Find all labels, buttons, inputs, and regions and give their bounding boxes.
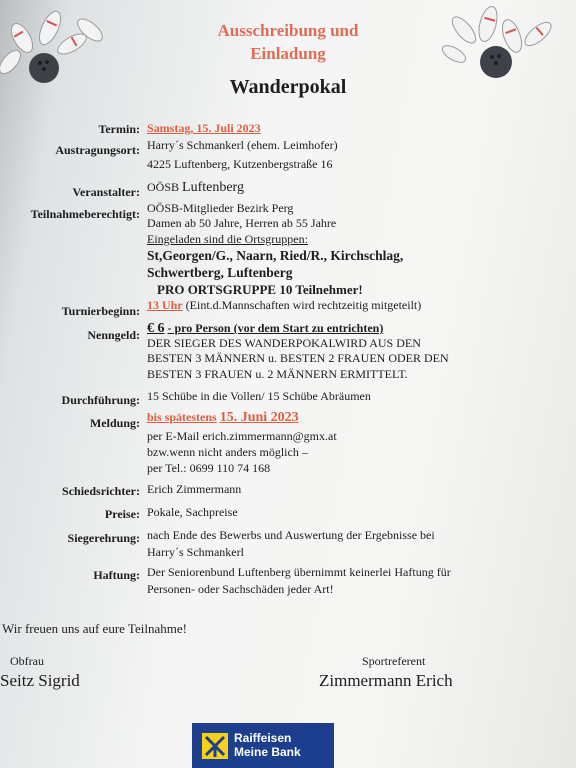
meldung-line3: per Tel.: 0699 110 74 168 [147, 461, 271, 475]
meldung-line1: per E-Mail erich.zimmermann@gmx.at [147, 429, 337, 443]
event-name: Wanderpokal [229, 76, 347, 98]
haftung-label: Haftung: [93, 568, 140, 582]
sponsor-line1: Raiffeisen [234, 731, 292, 745]
nenngeld-amount: € 6 [147, 321, 165, 336]
veranstalter-prefix: OÖSB [147, 180, 180, 194]
veranstalter-label: Veranstalter: [72, 185, 140, 199]
meldung-deadline-prefix: bis spätestens [147, 410, 217, 424]
nenngeld-line1: DER SIEGER DES WANDERPOKALWIRD AUS DEN [147, 336, 421, 350]
turnierbeginn-note: (Eint.d.Mannschaften wird rechtzeitig mitgeteilt) [185, 298, 422, 312]
nenngeld-line3: BESTEN 3 FRAUEN u. 2 MÄNNERN ERMITTELT. [147, 367, 408, 381]
teilnahme-label: Teilnahmeberechtigt: [30, 207, 140, 221]
groups-line2: Schwertberg, Luftenberg [147, 265, 293, 280]
right-signer-role: Sportreferent [362, 654, 426, 668]
teilnahme-line1: OÖSB-Mitglieder Bezirk Perg [147, 201, 294, 215]
turnierbeginn-value [147, 298, 421, 313]
groups-line1: St,Georgen/G., Naarn, Ried/R., Kirchschlag, [147, 248, 404, 263]
teilnahme-line2: Damen ab 50 Jahre, Herren ab 55 Jahre [147, 216, 337, 230]
meldung-deadline-date: 15. Juni 2023 [219, 410, 299, 425]
sponsor-banner [192, 723, 334, 768]
sponsor-text [234, 731, 301, 759]
title-line1: Ausschreibung und [217, 21, 359, 40]
closing-text: Wir freuen uns auf eure Teilnahme! [2, 621, 187, 636]
haftung-line1: Der Seniorenbund Luftenberg übernimmt keinerlei Haftung für [147, 565, 451, 579]
right-signer-name: Zimmermann Erich [319, 671, 453, 690]
siegerehrung-label: Siegerehrung: [67, 531, 140, 545]
preise-value: Pokale, Sachpreise [147, 505, 238, 519]
left-signer-role: Obfrau [10, 654, 44, 668]
teilnahme-line3: Eingeladen sind die Ortsgruppen: [147, 232, 308, 246]
nenngeld-amount-row [147, 321, 383, 337]
durchfuehrung-label: Durchführung: [61, 393, 140, 407]
turnierbeginn-label: Turnierbeginn: [61, 304, 140, 318]
siegerehrung-line2: Harry´s Schmankerl [147, 545, 244, 559]
left-signer-name: Seitz Sigrid [0, 671, 80, 690]
austragungsort-label: Austragungsort: [55, 143, 140, 157]
nenngeld-line2: BESTEN 3 MÄNNERN u. BESTEN 2 FRAUEN ODER DEN [147, 351, 449, 365]
turnierbeginn-time: 13 Uhr [147, 298, 183, 312]
preise-label: Preise: [104, 507, 140, 521]
groups-line3: PRO ORTSGRUPPE 10 Teilnehmer! [157, 282, 363, 297]
durchfuehrung-value: 15 Schübe in die Vollen/ 15 Schübe Abräumen [147, 389, 371, 403]
austragungsort-line1: Harry´s Schmankerl (ehem. Leimhofer) [147, 138, 338, 152]
meldung-line2: bzw.wenn nicht anders möglich – [147, 445, 308, 459]
haftung-line2: Personen- oder Sachschäden jeder Art! [147, 582, 334, 596]
meldung-label: Meldung: [89, 416, 140, 430]
nenngeld-label: Nenngeld: [87, 328, 140, 342]
schiedsrichter-value: Erich Zimmermann [147, 482, 242, 496]
meldung-deadline [147, 410, 299, 426]
veranstalter-name: Luftenberg [182, 180, 244, 195]
austragungsort-line2: 4225 Luftenberg, Kutzenbergstraße 16 [147, 157, 333, 171]
title-line2: Einladung [250, 44, 326, 63]
termin-value: Samstag, 15. Juli 2023 [147, 121, 261, 135]
termin-label: Termin: [98, 122, 140, 136]
schiedsrichter-label: Schiedsrichter: [62, 484, 140, 498]
nenngeld-amount-note: - pro Person (vor dem Start zu entrichten) [167, 321, 384, 335]
siegerehrung-line1: nach Ende des Bewerbs und Auswertung der Ergebnisse bei [147, 528, 435, 542]
sponsor-line2: Meine Bank [234, 745, 301, 759]
raiffeisen-logo-icon [202, 733, 228, 759]
veranstalter-value [147, 180, 244, 196]
